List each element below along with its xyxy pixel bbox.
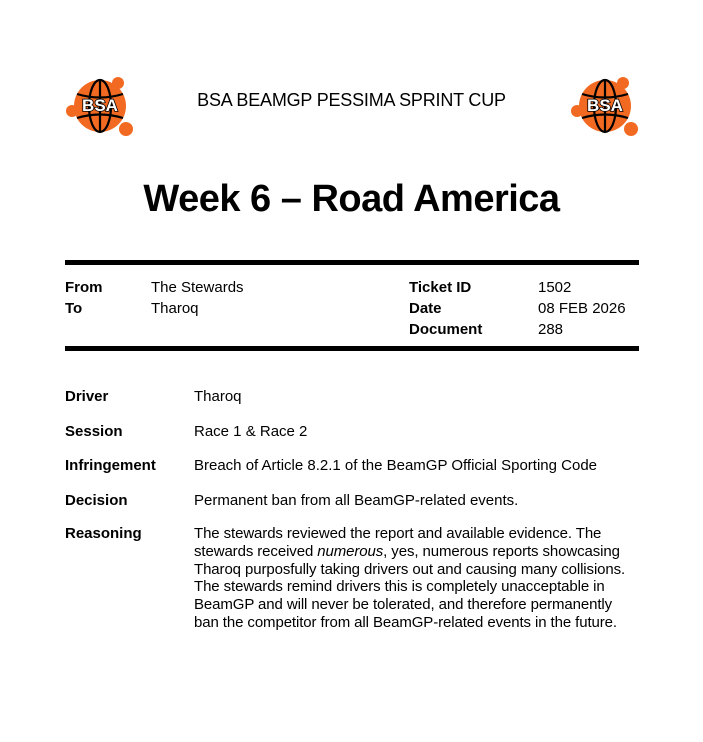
ticket-id-label: Ticket ID (409, 279, 472, 296)
top-divider (65, 260, 639, 265)
meta-right-block (409, 277, 626, 340)
document-value: 288 (538, 321, 564, 338)
meta-document-row (409, 319, 626, 340)
session-value: Race 1 & Race 2 (194, 423, 308, 440)
infringement-value: Breach of Article 8.2.1 of the BeamGP Official Sporting Code (194, 457, 598, 474)
reasoning-row (65, 525, 639, 632)
logo-text: BSA (82, 96, 118, 115)
infringement-label: Infringement (65, 457, 156, 474)
date-value: 08 FEB 2026 (538, 300, 626, 317)
meta-date-row (409, 298, 626, 319)
bottom-divider (65, 346, 639, 351)
reasoning-text (194, 525, 639, 632)
infringement-row (65, 457, 639, 492)
meta-left-block (65, 277, 244, 319)
session-row (65, 423, 639, 457)
meta-to-row (65, 298, 244, 319)
driver-value: Tharoq (194, 388, 242, 405)
to-value: Tharoq (151, 300, 199, 317)
driver-label: Driver (65, 388, 109, 405)
decision-label: Decision (65, 492, 128, 509)
meta-ticket-row (409, 277, 626, 298)
decision-value: Permanent ban from all BeamGP-related events. (194, 492, 519, 509)
from-label: From (65, 279, 103, 296)
session-label: Session (65, 423, 123, 440)
reasoning-emphasis: numerous (317, 542, 384, 560)
meta-from-row (65, 277, 244, 298)
reasoning-label: Reasoning (65, 525, 142, 542)
date-label: Date (409, 300, 442, 317)
logo-text: BSA (587, 96, 623, 115)
series-title: BSA BEAMGP PESSIMA SPRINT CUP (197, 90, 506, 110)
reasoning-part-1: The stewards reviewed the report and available evidence. The stewards received (194, 525, 602, 560)
driver-row (65, 388, 639, 423)
document-title: Week 6 – Road America (143, 178, 560, 220)
decision-details (65, 388, 639, 632)
ticket-id-value: 1502 (538, 279, 572, 296)
decision-row (65, 492, 639, 525)
to-label: To (65, 300, 83, 317)
from-value: The Stewards (151, 279, 244, 296)
reasoning-part-2: , yes, numerous reports showcasing Tharoq purposfully taking drivers out and causing many collisions. The stewards remind drivers this is completely unacceptable in BeamGP and will never be tolerated, and therefore permanently ban the competitor from all BeamGP-related events in the future. (194, 542, 626, 631)
document-label: Document (409, 321, 483, 338)
